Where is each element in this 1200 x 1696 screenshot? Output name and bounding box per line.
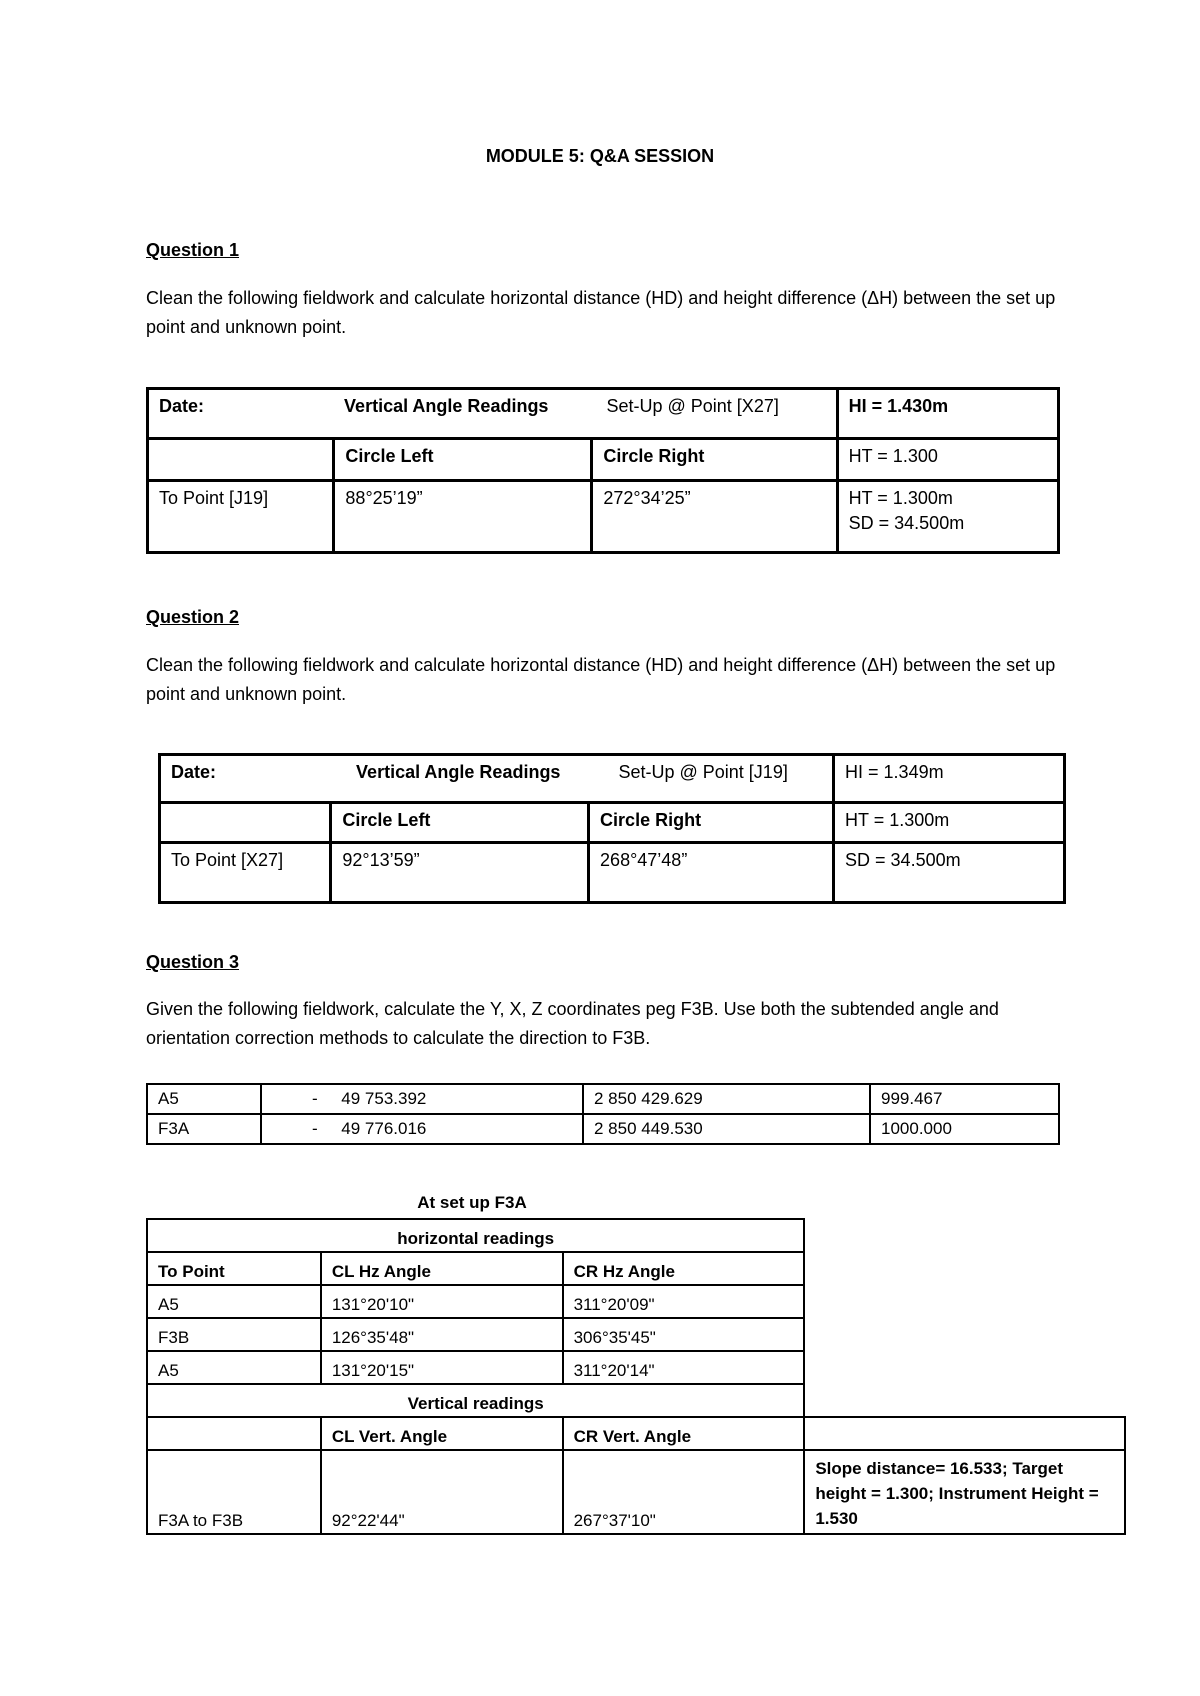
hz-row (147, 1318, 1125, 1351)
coord-row (147, 1084, 1059, 1114)
hz-header-point: To Point (147, 1252, 321, 1285)
q2-setup-label: Set-Up @ Point [J19] (618, 762, 788, 782)
q2-sd-value: SD = 34.500m (834, 843, 1065, 903)
q2-vertical-angle-table (158, 753, 1066, 904)
page-title: MODULE 5: Q&A SESSION (485, 146, 715, 166)
question-2-text: Clean the following fieldwork and calculate horizontal distance (HD) and height difference (ΔH) between the set up point and unknown point. (146, 655, 1056, 704)
hz-header-cr: CR Hz Angle (563, 1252, 805, 1285)
coord-z: 1000.000 (870, 1114, 1059, 1144)
q2-cl-value: 92°13’59” (331, 843, 589, 903)
vert-point: F3A to F3B (147, 1450, 321, 1534)
q2-hi: HI = 1.349m (834, 755, 1065, 803)
question-1-text: Clean the following fieldwork and calculate horizontal distance (HD) and height difference (ΔH) between the set up point and unknown point. (146, 288, 1056, 337)
hz-row (147, 1285, 1125, 1318)
coord-name: F3A (147, 1114, 261, 1144)
hz-point: A5 (147, 1285, 321, 1318)
vert-cl: 92°22'44" (321, 1450, 563, 1534)
q1-circle-right-header: Circle Right (592, 439, 837, 481)
hz-cl: 131°20'10" (321, 1285, 563, 1318)
q1-ht-value: HT = 1.300m (848, 488, 953, 508)
vert-note: Slope distance= 16.533; Target height = 1.300; Instrument Height = 1.530 (804, 1450, 1125, 1534)
q1-setup-label: Set-Up @ Point [X27] (606, 396, 779, 416)
hz-cl: 126°35'48" (321, 1318, 563, 1351)
vertical-readings-title: Vertical readings (147, 1384, 804, 1417)
q1-hi: HI = 1.430m (837, 389, 1058, 439)
coord-x: 2 850 429.629 (583, 1084, 870, 1114)
hz-cl: 131°20'15" (321, 1351, 563, 1384)
hz-cr: 311°20'09" (563, 1285, 805, 1318)
horizontal-readings-title: horizontal readings (147, 1219, 804, 1252)
hz-header-cl: CL Hz Angle (321, 1252, 563, 1285)
hz-cr: 311°20'14" (563, 1351, 805, 1384)
q2-cr-value: 268°47’48” (589, 843, 834, 903)
vert-header-cr: CR Vert. Angle (563, 1417, 805, 1450)
coord-y: - 49 753.392 (261, 1084, 583, 1114)
coordinates-table (146, 1083, 1060, 1145)
q2-vertical-label: Vertical Angle Readings (356, 762, 561, 782)
q1-cr-value: 272°34’25” (592, 481, 837, 553)
question-1-heading: Question 1 (146, 240, 240, 260)
vert-header-cl: CL Vert. Angle (321, 1417, 563, 1450)
q1-to-point: To Point [J19] (148, 481, 334, 553)
coord-y: - 49 776.016 (261, 1114, 583, 1144)
question-2-heading: Question 2 (146, 607, 240, 627)
q2-circle-right-header: Circle Right (589, 803, 834, 843)
coord-name: A5 (147, 1084, 261, 1114)
q1-header-cell (148, 389, 838, 439)
q1-sd-value: SD = 34.500m (848, 513, 965, 533)
readings-table (146, 1218, 1126, 1535)
vert-cr: 267°37'10" (563, 1450, 805, 1534)
hz-cr: 306°35'45" (563, 1318, 805, 1351)
question-3-text: Given the following fieldwork, calculate the Y, X, Z coordinates peg F3B. Use both the subtended angle and orientation correction methods to calculate the direction to F3B. (146, 999, 999, 1048)
q1-cl-value: 88°25’19” (334, 481, 592, 553)
question-3-heading: Question 3 (146, 952, 240, 972)
coord-z: 999.467 (870, 1084, 1059, 1114)
q1-vertical-angle-table (146, 387, 1060, 554)
coord-x: 2 850 449.530 (583, 1114, 870, 1144)
setup-title: At set up F3A (417, 1193, 527, 1212)
q2-to-point: To Point [X27] (160, 843, 331, 903)
q2-header-cell (160, 755, 834, 803)
vert-header-empty (147, 1417, 321, 1450)
q2-empty-cell (160, 803, 331, 843)
q1-date-label: Date: (159, 396, 205, 416)
vert-row (147, 1450, 1125, 1534)
q1-ht-header: HT = 1.300 (837, 439, 1058, 481)
hz-point: A5 (147, 1351, 321, 1384)
q2-circle-left-header: Circle Left (331, 803, 589, 843)
q2-ht-header: HT = 1.300m (834, 803, 1065, 843)
hz-point: F3B (147, 1318, 321, 1351)
q1-empty-cell (148, 439, 334, 481)
q1-vertical-label: Vertical Angle Readings (344, 396, 549, 416)
hz-row (147, 1351, 1125, 1384)
vert-header-note-empty (804, 1417, 1125, 1450)
q1-ht-sd-cell (837, 481, 1058, 553)
q1-circle-left-header: Circle Left (334, 439, 592, 481)
coord-row (147, 1114, 1059, 1144)
q2-date-label: Date: (171, 762, 217, 782)
